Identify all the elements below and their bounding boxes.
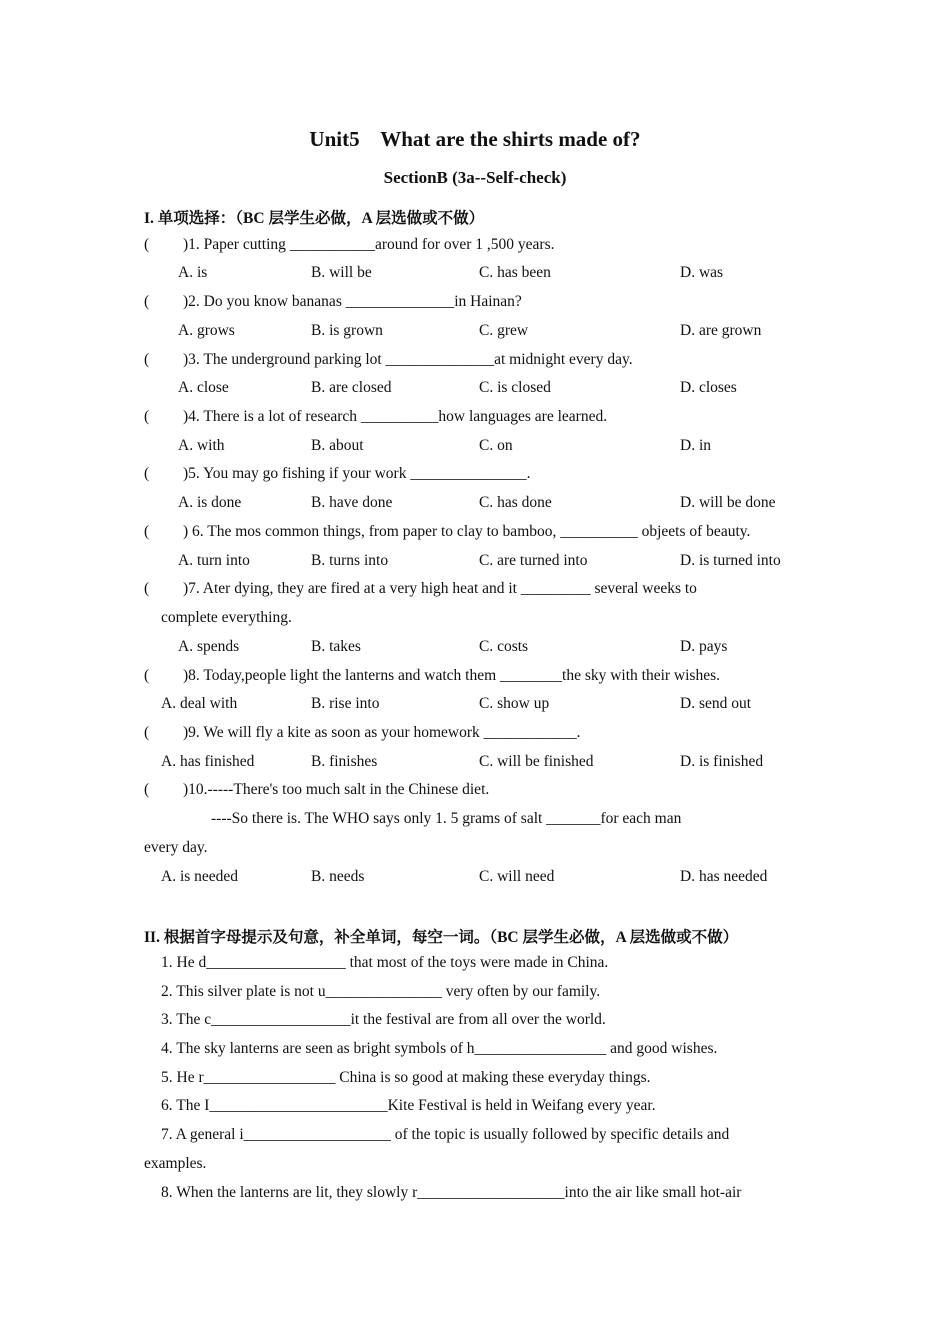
option-a: A. spends — [178, 638, 240, 655]
option-a: A. turn into — [178, 552, 250, 569]
option-c: C. will need — [479, 868, 555, 885]
answer-paren: ( — [144, 293, 150, 310]
fill-in-item: 2. This silver plate is not u_______________ very often by our family. — [161, 983, 601, 1000]
question-stem: )8. Today,people light the lanterns and watch them ________the sky with their wishes. — [183, 667, 721, 684]
option-a: A. is — [178, 264, 208, 281]
option-b: B. will be — [311, 264, 372, 281]
option-b: B. about — [311, 437, 364, 454]
fill-in-item: 8. When the lanterns are lit, they slowly r___________________into the air like small hot-air — [161, 1184, 742, 1201]
fill-in-item: 7. A general i___________________ of the topic is usually followed by specific details and — [161, 1126, 730, 1143]
option-a: A. is done — [178, 494, 242, 511]
option-b: B. needs — [311, 868, 365, 885]
option-d: D. has needed — [680, 868, 768, 885]
option-a: A. close — [178, 379, 229, 396]
answer-paren: ( — [144, 724, 150, 741]
fill-in-item: 1. He d__________________ that most of the toys were made in China. — [161, 954, 609, 971]
fill-in-item: examples. — [144, 1155, 207, 1172]
option-d: D. is finished — [680, 753, 764, 770]
option-b: B. finishes — [311, 753, 378, 770]
option-c: C. are turned into — [479, 552, 588, 569]
option-d: D. closes — [680, 379, 737, 396]
question-stem: )5. You may go fishing if your work _______________. — [183, 465, 531, 482]
option-d: D. was — [680, 264, 724, 281]
question-stem: )4. There is a lot of research __________how languages are learned. — [183, 408, 608, 425]
fill-in-item: 4. The sky lanterns are seen as bright symbols of h_________________ and good wishes. — [161, 1040, 718, 1057]
option-c: C. is closed — [479, 379, 551, 396]
page-title: Unit5 What are the shirts made of? — [309, 127, 641, 151]
option-b: B. rise into — [311, 695, 380, 712]
option-a: A. with — [178, 437, 225, 454]
answer-paren: ( — [144, 523, 150, 540]
option-c: C. will be finished — [479, 753, 594, 770]
option-b: B. are closed — [311, 379, 392, 396]
option-c: C. costs — [479, 638, 529, 655]
option-b: B. have done — [311, 494, 393, 511]
question-stem: )1. Paper cutting ___________around for over 1 ,500 years. — [183, 236, 555, 253]
option-c: C. show up — [479, 695, 550, 712]
option-d: D. in — [680, 437, 711, 454]
question-continuation: ----So there is. The WHO says only 1. 5 grams of salt _______for each man — [211, 810, 682, 827]
section1-heading: I. 单项选择：（BC 层学生必做，A 层选做或不做） — [144, 210, 485, 227]
option-c: C. has been — [479, 264, 551, 281]
option-c: C. has done — [479, 494, 552, 511]
option-b: B. is grown — [311, 322, 383, 339]
question-stem: )10.-----There's too much salt in the Chinese diet. — [183, 781, 490, 798]
option-a: A. is needed — [161, 868, 239, 885]
question-stem: )2. Do you know bananas ______________in Hainan? — [183, 293, 522, 310]
answer-paren: ( — [144, 408, 150, 425]
section2-heading: II. 根据首字母提示及句意，补全单词，每空一词。（BC 层学生必做，A 层选做或不做） — [144, 929, 739, 946]
option-d: D. will be done — [680, 494, 776, 511]
answer-paren: ( — [144, 580, 150, 597]
option-c: C. grew — [479, 322, 529, 339]
fill-in-item: 3. The c__________________it the festival are from all over the world. — [161, 1011, 606, 1028]
question-stem: )7. Ater dying, they are fired at a very high heat and it _________ several weeks to — [183, 580, 697, 597]
answer-paren: ( — [144, 236, 150, 253]
answer-paren: ( — [144, 465, 150, 482]
fill-in-item: 6. The I_______________________Kite Festival is held in Weifang every year. — [161, 1097, 656, 1114]
option-d: D. are grown — [680, 322, 762, 339]
question-stem: )3. The underground parking lot ______________at midnight every day. — [183, 351, 633, 368]
question-continuation: complete everything. — [161, 609, 292, 626]
option-a: A. has finished — [161, 753, 255, 770]
answer-paren: ( — [144, 667, 150, 684]
option-a: A. deal with — [161, 695, 238, 712]
option-d: D. send out — [680, 695, 752, 712]
option-d: D. pays — [680, 638, 728, 655]
answer-paren: ( — [144, 351, 150, 368]
question-continuation: every day. — [144, 839, 208, 856]
page-subtitle: SectionB (3a--Self-check) — [383, 168, 567, 187]
option-b: B. takes — [311, 638, 361, 655]
option-c: C. on — [479, 437, 513, 454]
question-stem: ) 6. The mos common things, from paper to clay to bamboo, __________ objeets of beauty. — [183, 523, 751, 540]
answer-paren: ( — [144, 781, 150, 798]
option-d: D. is turned into — [680, 552, 781, 569]
option-a: A. grows — [178, 322, 235, 339]
question-stem: )9. We will fly a kite as soon as your homework ____________. — [183, 724, 581, 741]
option-b: B. turns into — [311, 552, 389, 569]
fill-in-item: 5. He r_________________ China is so good at making these everyday things. — [161, 1069, 651, 1086]
